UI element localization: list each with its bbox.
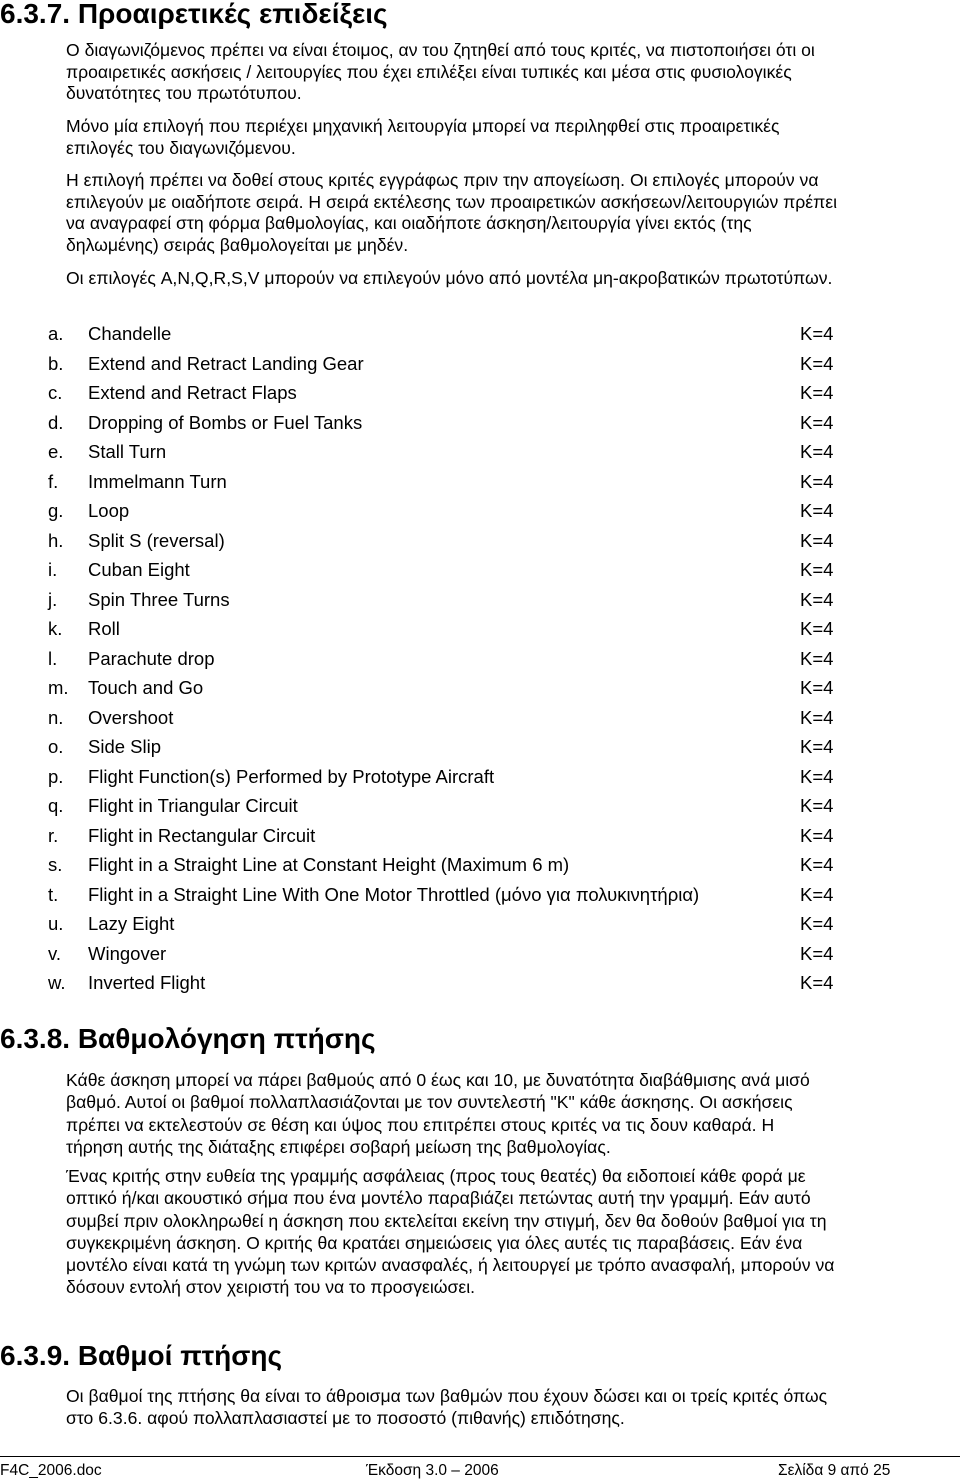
maneuver-list	[48, 319, 898, 998]
maneuver-item: h. Split S (reversal) K=4	[48, 529, 834, 551]
section-637-paragraph-1: Ο διαγωνιζόμενος πρέπει να είναι έτοιμος, αν του ζητηθεί από τους κριτές, να πιστοποιήσει ότι οι προαιρετικές ασκήσεις / λειτουργίες που έχει επιλέξει είναι τυπικές και μέσα στις φυσιολογικές δυνατότητες του πρωτότυπου.	[66, 40, 815, 103]
maneuver-item: d. Dropping of Bombs or Fuel Tanks K=4	[48, 411, 834, 433]
maneuver-item: a. Chandelle K=4	[48, 323, 834, 344]
maneuver-item: f. Immelmann Turn K=4	[48, 470, 834, 492]
section-639-heading: 6.3.9. Βαθμοί πτήσης	[0, 1340, 283, 1371]
footer-filename: F4C_2006.doc	[0, 1462, 102, 1479]
section-637-heading: 6.3.7. Προαιρετικές επιδείξεις	[0, 0, 388, 29]
section-637-paragraph-2: Μόνο μία επιλογή που περιέχει μηχανική λειτουργία μπορεί να περιληφθεί στις προαιρετικές επιλογές του διαγωνιζόμενου.	[66, 116, 780, 158]
maneuver-item: i. Cuban Eight K=4	[48, 559, 834, 580]
section-637-paragraph-3: Η επιλογή πρέπει να δοθεί στους κριτές εγγράφως πριν την απογείωση. Οι επιλογές μπορούν να επιλεγούν με οιαδήποτε σειρά. Η σειρά εκτέλεσης των προαιρετικών ασκήσεων/λειτουργιών πρέπει να αναγραφεί στη φόρμα βαθμολογίας, και οιαδήποτε άσκηση/λειτουργία γίνει εκτός (της δηλωμένης) σειράς βαθμολογείται με μηδέν.	[66, 170, 838, 255]
maneuver-item: m. Touch and Go K=4	[48, 677, 834, 698]
footer-edition: Έκδοση 3.0 – 2006	[366, 1462, 499, 1479]
maneuver-item: w. Inverted Flight K=4	[48, 972, 834, 993]
maneuver-item: l. Parachute drop K=4	[48, 647, 834, 669]
section-638-heading: 6.3.8. Βαθμολόγηση πτήσης	[0, 1023, 376, 1054]
maneuver-item: r. Flight in Rectangular Circuit K=4	[48, 824, 834, 846]
section-638-paragraph-2: Ένας κριτής στην ευθεία της γραμμής ασφάλειας (προς τους θεατές) θα ειδοποιεί κάθε φορά με οπτικό ή/και ακουστικό σήμα που ένα μοντέλο παραβιάζει πετώντας αυτή την γραμμή. Εάν αυτό συμβεί πριν ολοκληρωθεί η άσκηση που εκτελείται εκείνη την στιγμή, δεν θα δοθούν βαθμοί για τη συγκεκριμένη άσκηση. Ο κριτής θα κρατάει σημειώσεις για όλες αυτές τις παραβάσεις. Εάν ένα μοντέλο είναι κατά τη γνώμη των κριτών ανασφαλές, ή λειτουργεί με τρόπο ανασφαλή, μπορούν να δόσουν εντολή στον χειριστή του να το προσγειώσει.	[66, 1166, 835, 1298]
maneuver-item: g. Loop K=4	[48, 500, 834, 521]
maneuver-item: e. Stall Turn K=4	[48, 441, 834, 462]
maneuver-item: t. Flight in a Straight Line With One Motor Throttled (μόνο για πολυκινητήρια) K=4	[48, 883, 834, 905]
maneuver-item: j. Spin Three Turns K=4	[48, 588, 834, 610]
section-637-paragraph-4: Οι επιλογές A,N,Q,R,S,V μπορούν να επιλεγούν μόνο από μοντέλα μη-ακροβατικών πρωτοτύπων.	[66, 268, 833, 288]
maneuver-item: u. Lazy Eight K=4	[48, 913, 834, 934]
maneuver-item: o. Side Slip K=4	[48, 736, 834, 757]
section-639-paragraph-1: Οι βαθμοί της πτήσης θα είναι το άθροισμα των βαθμών που έχουν δώσει και οι τρείς κριτές όπως στο 6.3.6. αφού πολλαπλασιαστεί με το ποσοστό (πιθανής) επιδότησης.	[66, 1386, 828, 1429]
maneuver-item: b. Extend and Retract Landing Gear K=4	[48, 352, 834, 374]
maneuver-item: s. Flight in a Straight Line at Constant Height (Maximum 6 m) K=4	[48, 854, 834, 875]
maneuver-item: v. Wingover K=4	[48, 942, 834, 964]
footer-divider	[0, 1456, 960, 1457]
footer-page-number: Σελίδα 9 από 25	[778, 1462, 891, 1479]
maneuver-item: p. Flight Function(s) Performed by Prototype Aircraft K=4	[48, 765, 834, 787]
maneuver-item: n. Overshoot K=4	[48, 706, 834, 728]
section-638-paragraph-1: Κάθε άσκηση μπορεί να πάρει βαθμούς από 0 έως και 10, με δυνατότητα διαβάθμισης ανά μισό βαθμό. Αυτοί οι βαθμοί πολλαπλασιάζονται με τον συντελεστή "K" κάθε άσκησης. Οι ασκήσεις πρέπει να εκτελεστούν σε θέση και ύψος που επιτρέπει στους κριτές να τις δουν καθαρά. Η τήρηση αυτής της διάταξης επιφέρει σοβαρή μείωση της βαθμολογίας.	[66, 1070, 810, 1157]
maneuver-item: c. Extend and Retract Flaps K=4	[48, 382, 834, 403]
maneuver-item: q. Flight in Triangular Circuit K=4	[48, 795, 834, 816]
maneuver-item: k. Roll K=4	[48, 618, 834, 639]
